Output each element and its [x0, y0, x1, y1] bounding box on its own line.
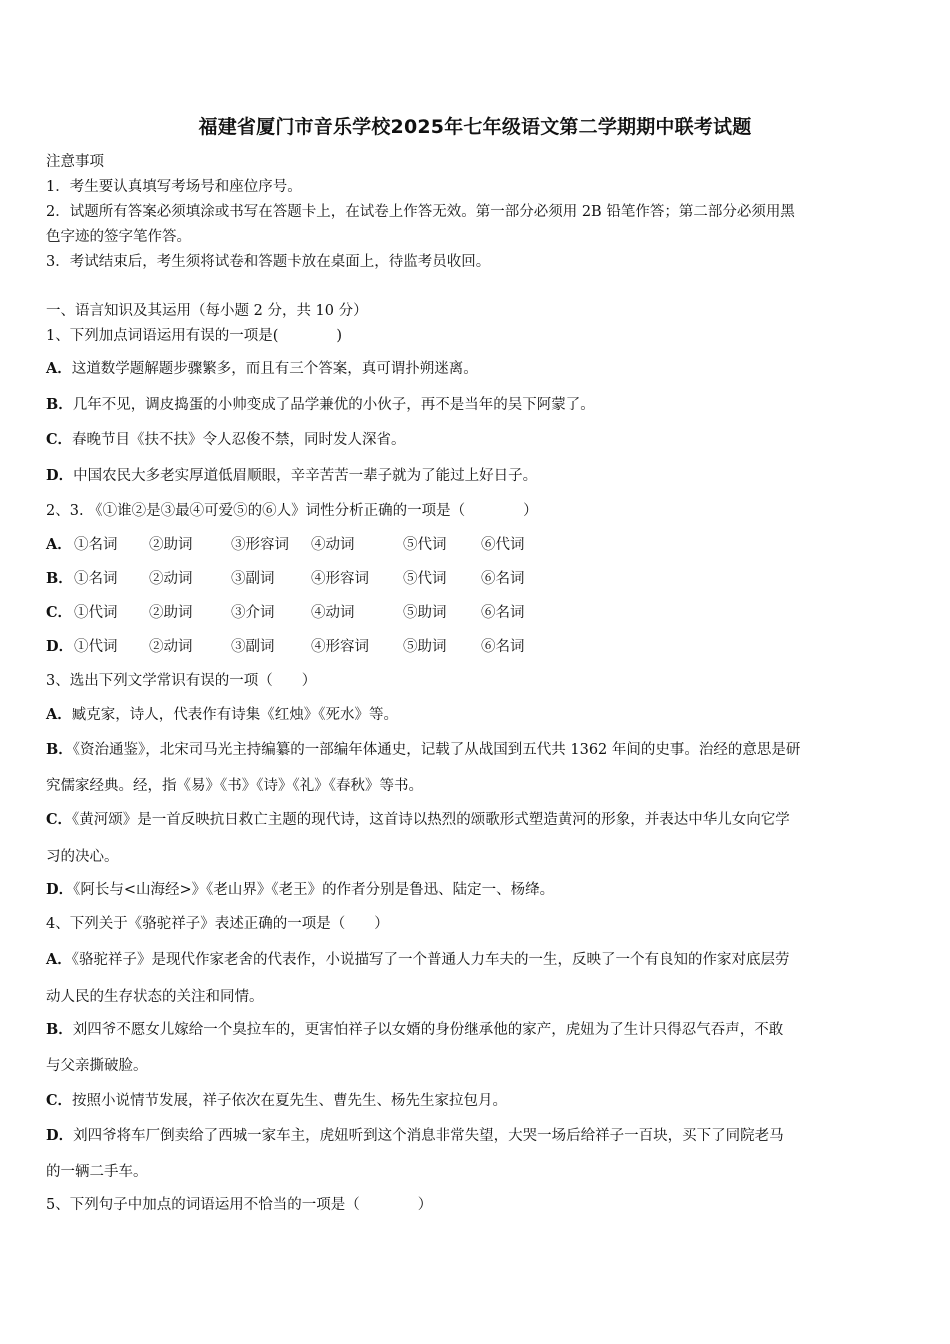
option-label: A． [46, 706, 72, 723]
option-label: B． [46, 741, 73, 758]
q3-stem: 3、选出下列文学常识有误的一项（ ） [46, 673, 317, 689]
q4-stem: 4、下列关于《骆驼祥子》表述正确的一项是（ ） [46, 916, 389, 932]
cell: ⑥代词 [481, 537, 525, 553]
option-text: 中国农民大多老实厚道低眉顺眼，辛辛苦苦一辈子就为了能过上好日子。 [73, 468, 538, 484]
option-label: C． [46, 431, 73, 448]
option-label: A． [46, 536, 72, 553]
section-heading: 一、语言知识及其运用（每小题 2 分，共 10 分） [46, 303, 368, 319]
q3-option-a [46, 705, 908, 725]
option-text: 春晚节目《扶不扶》令人忍俊不禁，同时发人深省。 [72, 432, 406, 448]
cell: ③介词 [231, 605, 275, 621]
q3-option-b [46, 740, 908, 760]
q3-option-c-cont: 习的决心。 [46, 849, 119, 865]
option-text: 臧克家，诗人，代表作有诗集《红烛》《死水》等。 [71, 707, 399, 723]
cell: ⑥名词 [481, 571, 525, 587]
option-label: C． [46, 604, 73, 621]
option-text: 刘四爷不愿女儿嫁给一个臭拉车的，更害怕祥子以女婿的身份继承他的家产，虎妞为了生计只得忍气吞声，不敢 [72, 1022, 784, 1038]
notice-item-1: 1．考生要认真填写考场号和座位序号。 [46, 179, 302, 195]
q2-option-d [46, 637, 908, 657]
option-text: 《资治通鉴》，北宋司马光主持编纂的一部编年体通史，记载了从战国到五代共 1362 年间的史事。治经的意思是研 [72, 742, 801, 758]
q1-option-b [46, 395, 908, 415]
q2-stem: 2、3. 《①谁②是③最④可爱⑤的⑥人》词性分析正确的一项是（ ） [46, 503, 538, 519]
option-text: 刘四爷将车厂倒卖给了西城一家车主，虎妞听到这个消息非常失望，大哭一场后给祥子一百块，买下了同院老马 [73, 1128, 784, 1144]
cell: ⑤代词 [403, 571, 447, 587]
option-text: 按照小说情节发展，祥子依次在夏先生、曹先生、杨先生家拉包月。 [72, 1093, 508, 1109]
option-text: 这道数学题解题步骤繁多，而且有三个答案，真可谓扑朔迷离。 [71, 361, 478, 377]
q2-option-a [46, 535, 908, 555]
q4-option-a [46, 950, 908, 970]
cell: ①名词 [74, 537, 118, 553]
q1-option-c [46, 430, 908, 450]
notice-item-2: 2．试题所有答案必须填涂或书写在答题卡上，在试卷上作答无效。第一部分必须用 2B 铅笔作答；第二部分必须用黑 [46, 204, 795, 220]
option-label: D． [46, 467, 74, 484]
cell: ⑥名词 [481, 639, 525, 655]
cell: ③形容词 [231, 537, 289, 553]
q2-option-b [46, 569, 908, 589]
option-label: B． [46, 1021, 73, 1038]
q2-option-c [46, 603, 908, 623]
cell: ⑤助词 [403, 639, 447, 655]
q4-option-b-cont: 与父亲撕破脸。 [46, 1058, 148, 1074]
cell: ①名词 [74, 571, 118, 587]
cell: ②助词 [149, 537, 193, 553]
option-text: 《阿长与<山海经>》《老山界》《老王》的作者分别是鲁迅、陆定一、杨绛。 [73, 882, 555, 898]
q4-option-c [46, 1091, 908, 1111]
q1-option-d [46, 466, 908, 486]
q4-option-d-cont: 的一辆二手车。 [46, 1164, 148, 1180]
option-label: B． [46, 570, 73, 587]
option-text: 几年不见，调皮捣蛋的小帅变成了品学兼优的小伙子，再不是当年的吴下阿蒙了。 [72, 397, 595, 413]
option-label: A． [46, 360, 72, 377]
option-label: C． [46, 811, 73, 828]
cell: ⑤代词 [403, 537, 447, 553]
notice-item-2-cont: 色字迹的签字笔作答。 [46, 229, 191, 245]
exam-title: 福建省厦门市音乐学校2025年七年级语文第二学期期中联考试题 [198, 116, 752, 138]
cell: ④形容词 [311, 571, 369, 587]
q5-stem: 5、下列句子中加点的词语运用不恰当的一项是（ ） [46, 1197, 433, 1213]
notice-heading: 注意事项 [46, 154, 104, 170]
cell: ②助词 [149, 605, 193, 621]
q3-option-d [46, 880, 908, 900]
option-label: C． [46, 1092, 73, 1109]
q4-option-b [46, 1020, 908, 1040]
q3-option-c [46, 810, 908, 830]
notice-item-3: 3．考试结束后，考生须将试卷和答题卡放在桌面上，待监考员收回。 [46, 254, 491, 270]
cell: ①代词 [74, 639, 118, 655]
cell: ④形容词 [311, 639, 369, 655]
q4-option-d [46, 1126, 908, 1146]
q1-stem: 1、下列加点词语运用有误的一项是( ) [46, 328, 343, 344]
cell: ⑥名词 [481, 605, 525, 621]
option-label: D． [46, 1127, 74, 1144]
option-label: D． [46, 638, 74, 655]
q4-option-a-cont: 动人民的生存状态的关注和同情。 [46, 989, 264, 1005]
cell: ④动词 [311, 537, 355, 553]
option-text: 《骆驼祥子》是现代作家老舍的代表作，小说描写了一个普通人力车夫的一生，反映了一个有良知的作家对底层劳 [71, 952, 790, 968]
cell: ⑤助词 [403, 605, 447, 621]
cell: ②动词 [149, 571, 193, 587]
cell: ③副词 [231, 571, 275, 587]
option-label: A． [46, 951, 72, 968]
option-label: B． [46, 396, 73, 413]
option-text: 《黄河颂》是一首反映抗日救亡主题的现代诗，这首诗以热烈的颂歌形式塑造黄河的形象，并表达中华儿女向它学 [72, 812, 790, 828]
option-label: D． [46, 881, 74, 898]
cell: ③副词 [231, 639, 275, 655]
q3-option-b-cont: 究儒家经典。经，指《易》《书》《诗》《礼》《春秋》等书。 [46, 778, 423, 794]
q1-option-a [46, 359, 908, 379]
cell: ④动词 [311, 605, 355, 621]
cell: ①代词 [74, 605, 118, 621]
cell: ②动词 [149, 639, 193, 655]
